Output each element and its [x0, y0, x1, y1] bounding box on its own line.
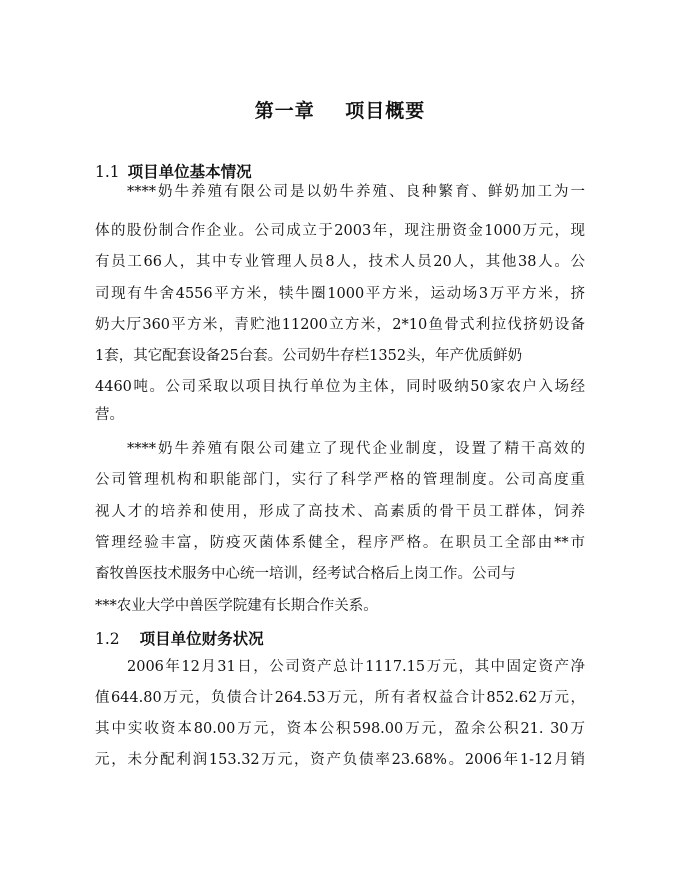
section-number: 1.2 [95, 630, 120, 648]
paragraph-line: ****奶牛养殖有限公司建立了现代企业制度，设置了精干高效的 [127, 441, 585, 457]
section-title: 项目单位财务状况 [139, 630, 264, 648]
paragraph-line: 视人才的培养和使用，形成了高技术、高素质的骨干员工群体，饲养 [95, 504, 585, 520]
paragraph-line: 体的股份制合作企业。公司成立于2003年，现注册资金1000万元，现 [95, 223, 585, 239]
paragraph-line: 营。 [95, 407, 124, 423]
paragraph-line: 畜牧兽医技术服务中心统一培训，经考试合格后上岗工作。公司与 [95, 566, 516, 582]
paragraph-line: 管理经验丰富，防疫灭菌体系健全，程序严格。在职员工全部由**市 [95, 535, 585, 551]
paragraph-line: 有员工66人，其中专业管理人员8人，技术人员20人，其他38人。公 [95, 254, 585, 270]
section-title: 项目单位基本情况 [127, 163, 252, 181]
paragraph-line: 司现有牛舍4556平方米，犊牛圈1000平方米，运动场3万平方米，挤 [95, 286, 585, 302]
chapter-title: 第一章 项目概要 [254, 100, 426, 122]
section-heading-1-1 [95, 160, 252, 182]
paragraph-line: 元，未分配利润153.32万元，资产负债率23.68%。2006年1-12月销 [95, 752, 585, 768]
section-number: 1.1 [95, 163, 120, 181]
paragraph-line: 奶大厅360平方米，青贮池11200立方米，2*10鱼骨式利拉伐挤奶设备 [95, 317, 585, 333]
paragraph-line: ****奶牛养殖有限公司是以奶牛养殖、良种繁育、鲜奶加工为一 [127, 184, 585, 200]
section-heading-1-2 [95, 627, 264, 649]
paragraph-line: 其中实收资本80.00万元，资本公积598.00万元，盈余公积21. 30万 [95, 721, 585, 737]
paragraph-line: 公司管理机构和职能部门，实行了科学严格的管理制度。公司高度重 [95, 472, 585, 488]
paragraph-line: ***农业大学中兽医学院建有长期合作关系。 [95, 598, 378, 614]
paragraph-line: 4460吨。公司采取以项目执行单位为主体，同时吸纳50家农户入场经 [95, 379, 585, 395]
paragraph-line: 1套，其它配套设备25台套。公司奶牛存栏1352头，年产优质鲜奶 [95, 348, 523, 364]
paragraph-line: 值644.80万元，负债合计264.53万元，所有者权益合计852.62万元， [95, 690, 585, 706]
paragraph-line: 2006年12月31日，公司资产总计1117.15万元，其中固定资产净 [127, 659, 585, 675]
